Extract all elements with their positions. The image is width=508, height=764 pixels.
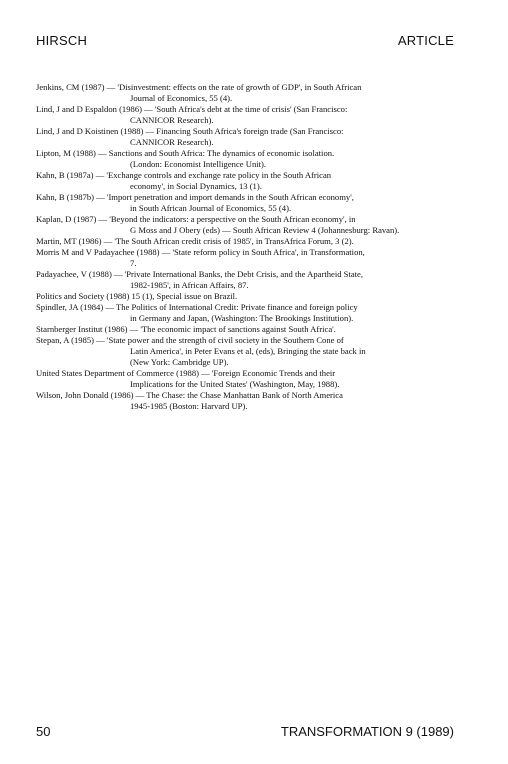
reference-first-line: Martin, MT (1986) — 'The South African credit crisis of 1985', in TransAfrica Forum, 3 (2). bbox=[36, 236, 354, 246]
reference-continuation-line: in Germany and Japan, (Washington: The Brookings Institution). bbox=[130, 313, 354, 323]
reference-entry bbox=[36, 148, 456, 170]
reference-continuation-line: CANNICOR Research). bbox=[130, 137, 214, 147]
reference-entry bbox=[36, 82, 456, 104]
reference-first-line: Kaplan, D (1987) — 'Beyond the indicators: a perspective on the South African economy', in bbox=[36, 214, 356, 224]
reference-entry bbox=[36, 247, 456, 269]
reference-continuation-line: 7. bbox=[130, 258, 137, 268]
reference-continuation-line: 1982-1985', in African Affairs, 87. bbox=[130, 280, 249, 290]
reference-first-line: Starnberger Institut (1986) — 'The economic impact of sanctions against South Africa'. bbox=[36, 324, 336, 334]
page-number: 50 bbox=[36, 724, 51, 739]
reference-continuation-line: (London: Economist Intelligence Unit). bbox=[130, 159, 267, 169]
reference-entry bbox=[36, 302, 456, 324]
reference-first-line: Spindler, JA (1984) — The Politics of International Credit: Private finance and foreign policy bbox=[36, 302, 358, 312]
running-head bbox=[36, 33, 454, 53]
reference-entry bbox=[36, 236, 456, 247]
reference-first-line: Morris M and V Padayachee (1988) — 'State reform policy in South Africa', in Transformation, bbox=[36, 247, 365, 257]
reference-continuation-line: G Moss and J Obery (eds) — South African Review 4 (Johannesburg: Ravan). bbox=[130, 225, 400, 235]
reference-first-line: Kahn, B (1987b) — 'Import penetration and import demands in the South African economy', bbox=[36, 192, 354, 202]
reference-continuation-line: in South African Journal of Economics, 55 (4). bbox=[130, 203, 292, 213]
reference-continuation-line: economy', in Social Dynamics, 13 (1). bbox=[130, 181, 262, 191]
reference-first-line: United States Department of Commerce (1988) — 'Foreign Economic Trends and their bbox=[36, 368, 336, 378]
reference-entry bbox=[36, 214, 456, 236]
reference-first-line: Lind, J and D Espaldon (1986) — 'South Africa's debt at the time of crisis' (San Francisco: bbox=[36, 104, 348, 114]
reference-first-line: Politics and Society (1988) 15 (1), Special issue on Brazil. bbox=[36, 291, 238, 301]
reference-entry bbox=[36, 335, 456, 368]
reference-first-line: Lipton, M (1988) — Sanctions and South Africa: The dynamics of economic isolation. bbox=[36, 148, 335, 158]
reference-entry bbox=[36, 126, 456, 148]
reference-entry bbox=[36, 390, 456, 412]
reference-entry bbox=[36, 170, 456, 192]
journal-citation: TRANSFORMATION 9 (1989) bbox=[280, 724, 454, 739]
reference-first-line: Lind, J and D Koistinen (1988) — Financing South Africa's foreign trade (San Francisco: bbox=[36, 126, 344, 136]
page-footer bbox=[36, 724, 454, 744]
reference-first-line: Wilson, John Donald (1986) — The Chase: the Chase Manhattan Bank of North America bbox=[36, 390, 343, 400]
reference-entry bbox=[36, 104, 456, 126]
reference-continuation-line: Latin America', in Peter Evans et al, (eds), Bringing the state back in bbox=[130, 346, 366, 356]
reference-entry bbox=[36, 368, 456, 390]
reference-entry bbox=[36, 269, 456, 291]
running-head-author: HIRSCH bbox=[36, 33, 88, 48]
reference-continuation-line: Implications for the United States' (Washington, May, 1988). bbox=[130, 379, 340, 389]
running-head-section: ARTICLE bbox=[397, 33, 454, 48]
reference-continuation-line: Journal of Economics, 55 (4). bbox=[130, 93, 233, 103]
reference-continuation-line: 1945-1985 (Boston: Harvard UP). bbox=[130, 401, 248, 411]
reference-continuation-line: (New York: Cambridge UP). bbox=[130, 357, 229, 367]
reference-continuation-line: CANNICOR Research). bbox=[130, 115, 214, 125]
reference-entry bbox=[36, 324, 456, 335]
reference-list bbox=[36, 82, 456, 412]
reference-first-line: Padayachee, V (1988) — 'Private International Banks, the Debt Crisis, and the Apartheid State, bbox=[36, 269, 363, 279]
reference-entry bbox=[36, 192, 456, 214]
reference-first-line: Kahn, B (1987a) — 'Exchange controls and exchange rate policy in the South African bbox=[36, 170, 332, 180]
reference-first-line: Jenkins, CM (1987) — 'Disinvestment: effects on the rate of growth of GDP', in South African bbox=[36, 82, 362, 92]
reference-first-line: Stepan, A (1985) — 'State power and the strength of civil society in the Southern Cone of bbox=[36, 335, 344, 345]
reference-entry bbox=[36, 291, 456, 302]
